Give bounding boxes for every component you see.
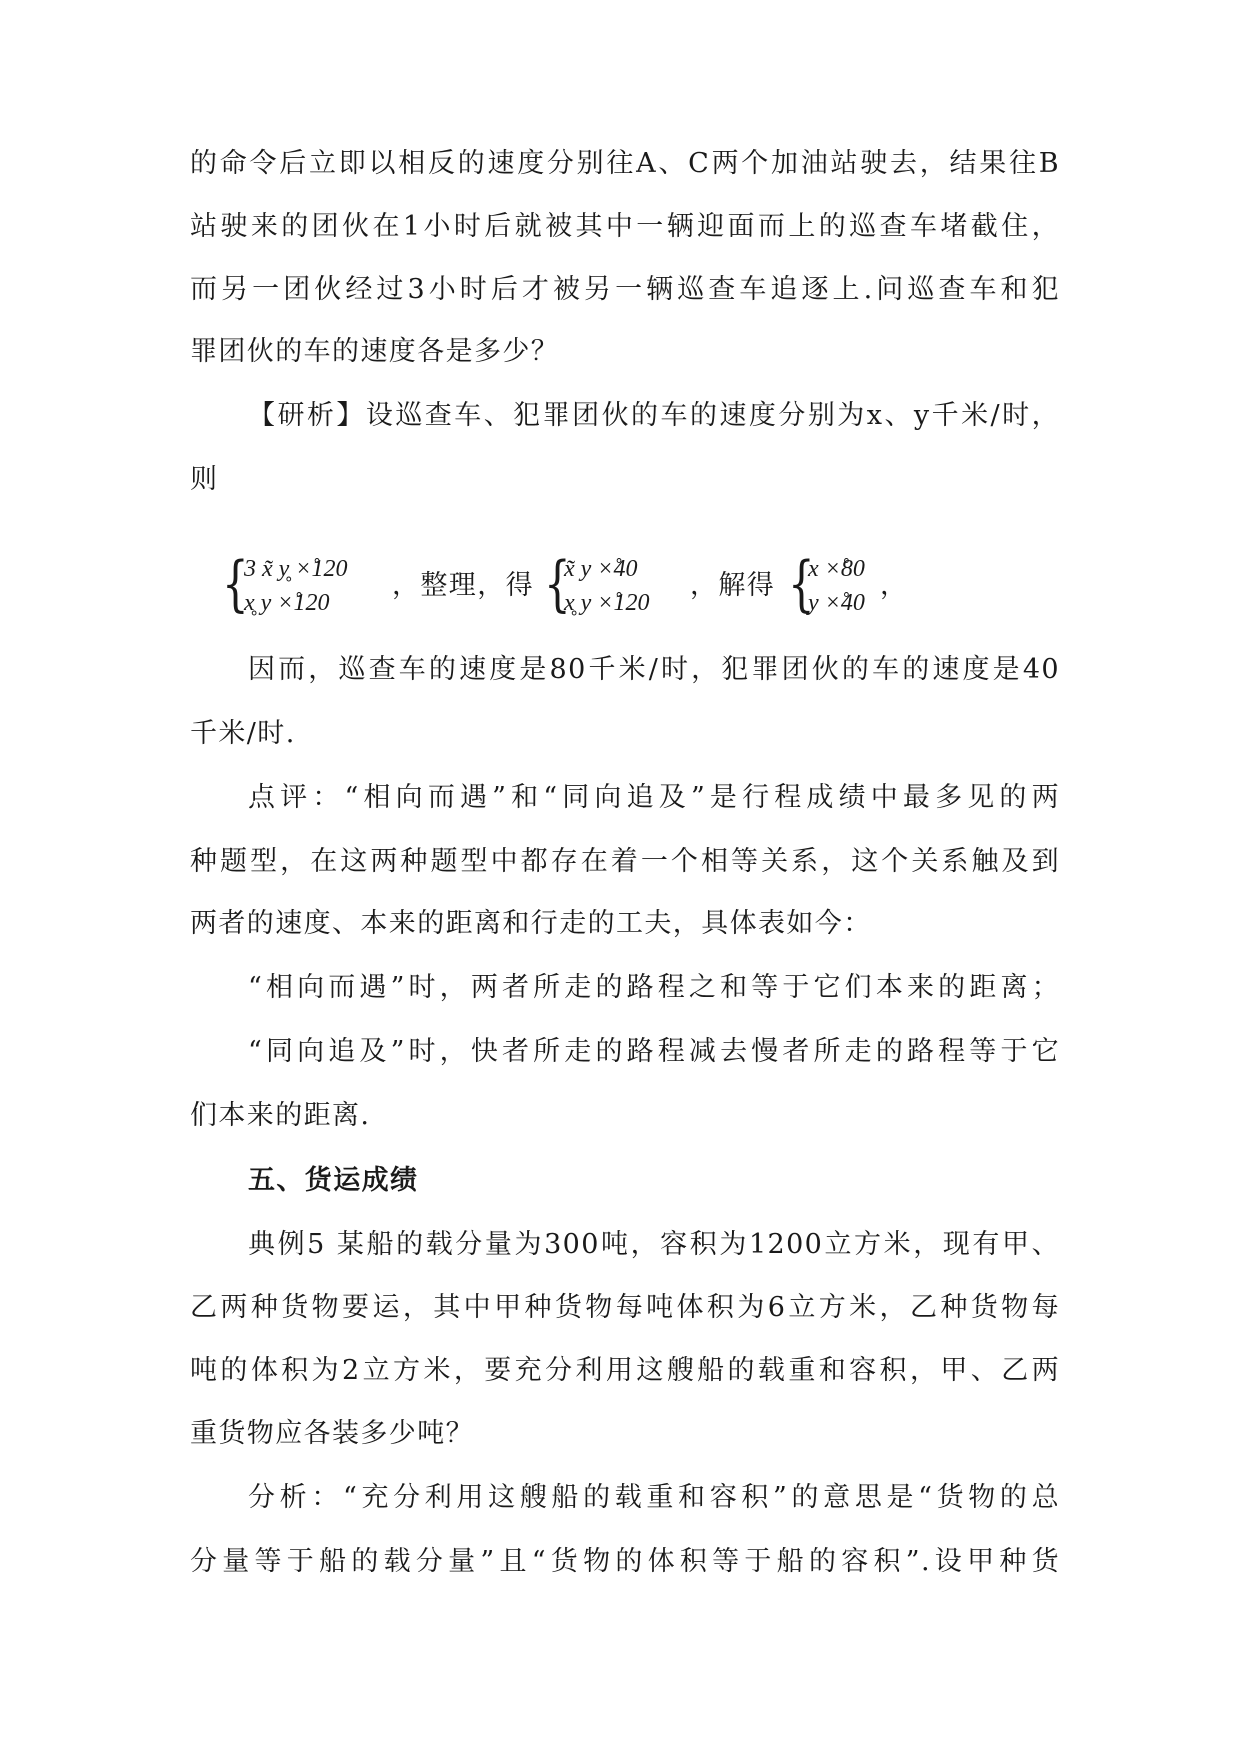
text-line: 而另一团伙经过3小时后才被另一辆巡查车追逐上.问巡查车和犯 xyxy=(190,274,1060,305)
equation: x̃ y ×̊40 xyxy=(564,556,638,582)
left-brace: { xyxy=(222,549,249,619)
equation: x ×̊80 xyxy=(808,556,865,582)
connector-text: ，解得 xyxy=(690,570,776,601)
connector-text: ， xyxy=(880,570,909,601)
example-line: 重货物应各装多少吨？ xyxy=(190,1418,474,1449)
equation: x̥ y ×̊120 xyxy=(564,590,650,616)
analysis-line: 分量等于船的载分量”且“货物的体积等于船的容积”.设甲种货 xyxy=(190,1546,1060,1577)
section-heading: 五、货运成绩 xyxy=(248,1165,419,1196)
rule-line: 们本来的距离. xyxy=(190,1100,371,1131)
text-line: 千米/时. xyxy=(190,718,296,749)
equation-system-2 xyxy=(564,552,650,620)
rule-line: “相向而遇”时，两者所走的路程之和等于它们本来的距离； xyxy=(248,972,1060,1003)
text-line: 罪团伙的车的速度各是多少？ xyxy=(190,336,560,367)
text-line: 的命令后立即以相反的速度分别往A、C两个加油站驶去，结果往B xyxy=(190,148,1060,179)
connector-text: ，整理，得 xyxy=(392,570,534,601)
analysis-line: 【研析】设巡查车、犯罪团伙的车的速度分别为x、y千米/时， xyxy=(248,400,1060,431)
equation: x̥ y ×̊120 xyxy=(244,590,330,616)
analysis-line: 分析：“充分利用这艘船的载重和容积”的意思是“货物的总 xyxy=(248,1482,1060,1513)
comment-line: 两者的速度、本来的距离和行走的工夫，具体表如今： xyxy=(190,908,872,939)
comment-line: 种题型，在这两种题型中都存在着一个相等关系，这个关系触及到 xyxy=(190,846,1060,877)
equation-system-3 xyxy=(808,552,865,620)
rule-line: “同向追及”时，快者所走的路程减去慢者所走的路程等于它 xyxy=(248,1036,1060,1067)
left-brace: { xyxy=(544,549,571,619)
equation: y ×̊40 xyxy=(808,590,865,616)
example-line: 乙两种货物要运，其中甲种货物每吨体积为6立方米，乙种货物每 xyxy=(190,1292,1060,1323)
equation: 3 x̃ y̥ ×̊120 xyxy=(244,556,348,582)
equation-system-1 xyxy=(244,552,348,620)
example-line: 吨的体积为2立方米，要充分利用这艘船的载重和容积，甲、乙两 xyxy=(190,1355,1060,1386)
equation-row xyxy=(222,548,922,628)
left-brace: { xyxy=(788,549,815,619)
text-line: 因而，巡查车的速度是80千米/时，犯罪团伙的车的速度是40 xyxy=(248,654,1060,685)
comment-line: 点评：“相向而遇”和“同向追及”是行程成绩中最多见的两 xyxy=(248,782,1060,813)
analysis-line: 则 xyxy=(190,464,219,495)
text-line: 站驶来的团伙在1小时后就被其中一辆迎面而上的巡查车堵截住， xyxy=(190,211,1060,242)
example-line: 典例5 某船的载分量为300吨，容积为1200立方米，现有甲、 xyxy=(248,1229,1060,1260)
